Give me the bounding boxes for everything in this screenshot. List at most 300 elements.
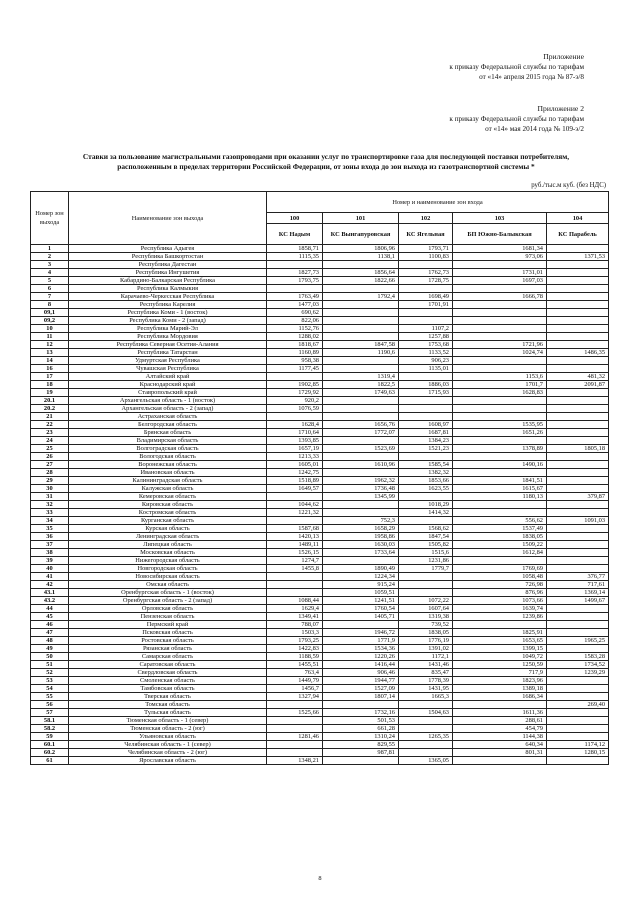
zone-number-cell: 27 (31, 461, 69, 469)
rate-cell: 1610,96 (323, 461, 399, 469)
rate-cell: 1769,69 (453, 565, 547, 573)
rate-cell: 1348,21 (267, 757, 323, 765)
rate-cell (547, 525, 609, 533)
table-row (31, 333, 609, 341)
rate-cell (323, 757, 399, 765)
rate-cell: 1190,6 (323, 349, 399, 357)
rate-cell (323, 557, 399, 565)
zone-name-cell: Республика Северная Осетия-Алания (69, 341, 267, 349)
rate-cell: 1422,83 (267, 645, 323, 653)
table-row (31, 645, 609, 653)
rate-cell (547, 533, 609, 541)
zone-name-cell: Ивановская область (69, 469, 267, 477)
zone-number-cell: 55 (31, 693, 69, 701)
table-row (31, 717, 609, 725)
rate-cell (323, 309, 399, 317)
zone-name-cell: Республика Калмыкия (69, 285, 267, 293)
zone-number-cell: 7 (31, 293, 69, 301)
rate-cell: 1776,19 (399, 637, 453, 645)
rate-cell: 1657,19 (267, 445, 323, 453)
rate-cell: 1073,66 (453, 597, 547, 605)
rate-cell: 726,98 (453, 581, 547, 589)
rate-cell (323, 325, 399, 333)
rate-cell: 1024,74 (453, 349, 547, 357)
zone-name-cell: Ростовская область (69, 637, 267, 645)
table-row (31, 429, 609, 437)
rate-cell (323, 701, 399, 709)
zone-name-cell: Кабардино-Балкарская Республика (69, 277, 267, 285)
rate-cell: 1265,35 (399, 733, 453, 741)
rate-cell: 1962,32 (323, 477, 399, 485)
rate-cell: 1489,11 (267, 541, 323, 549)
rate-cell: 1349,41 (267, 613, 323, 621)
rate-cell: 1818,67 (267, 341, 323, 349)
rate-cell (453, 453, 547, 461)
rate-cell: 1537,49 (453, 525, 547, 533)
rate-cell (453, 261, 547, 269)
rate-cell: 1153,6 (453, 373, 547, 381)
table-row (31, 357, 609, 365)
zone-number-cell: 25 (31, 445, 69, 453)
rate-cell (547, 293, 609, 301)
rate-cell: 788,07 (267, 621, 323, 629)
zone-number-cell: 30 (31, 485, 69, 493)
rate-cell (323, 261, 399, 269)
zone-name-cell: Тульская область (69, 709, 267, 717)
rate-cell: 1946,72 (323, 629, 399, 637)
rate-cell (547, 557, 609, 565)
rate-cell: 1823,96 (453, 677, 547, 685)
rate-cell (547, 461, 609, 469)
rate-cell (547, 357, 609, 365)
zone-number-cell: 48 (31, 637, 69, 645)
rate-cell: 920,2 (267, 397, 323, 405)
rate-cell: 1535,95 (453, 421, 547, 429)
zone-number-cell: 50 (31, 653, 69, 661)
zone-number-cell: 60.2 (31, 749, 69, 757)
rate-cell (323, 437, 399, 445)
rate-cell: 1793,25 (267, 637, 323, 645)
table-row (31, 525, 609, 533)
document-title-line2: расположенным в пределах территории Российской Федерации, от зоны входа до зон выхода из газотранспортной системы * (117, 162, 535, 171)
rate-cell: 1076,59 (267, 405, 323, 413)
zone-number-cell: 45 (31, 613, 69, 621)
zone-number-cell: 36 (31, 533, 69, 541)
entry-code: 103 (453, 213, 547, 224)
table-row (31, 397, 609, 405)
zone-name-cell: Челябинская область - 2 (юг) (69, 749, 267, 757)
rate-cell: 1100,83 (399, 253, 453, 261)
rate-cell: 1762,73 (399, 269, 453, 277)
rate-cell: 1825,91 (453, 629, 547, 637)
rate-cell (547, 621, 609, 629)
entry-code: 104 (547, 213, 609, 224)
rate-cell (267, 581, 323, 589)
rate-cell (453, 413, 547, 421)
rate-cell: 1280,15 (547, 749, 609, 757)
zone-name-cell: Оренбургская область - 2 (запад) (69, 597, 267, 605)
table-row (31, 621, 609, 629)
rate-cell: 1319,38 (399, 613, 453, 621)
table-row (31, 557, 609, 565)
rate-cell: 1697,03 (453, 277, 547, 285)
table-row (31, 757, 609, 765)
rate-cell: 1449,79 (267, 677, 323, 685)
rate-cell: 1180,13 (453, 493, 547, 501)
entry-name: БП Южно-Балыкская (453, 224, 547, 245)
entry-name: КС Ягельная (399, 224, 453, 245)
appendix-2-line2: от «14» мая 2014 года № 109-э/2 (485, 125, 584, 133)
zone-name-cell: Архангельская область - 2 (запад) (69, 405, 267, 413)
rate-cell (547, 365, 609, 373)
rate-cell: 1710,64 (267, 429, 323, 437)
zone-number-cell: 34 (31, 517, 69, 525)
rate-cell: 1847,58 (323, 341, 399, 349)
rate-cell: 481,32 (547, 373, 609, 381)
rate-cell (399, 373, 453, 381)
rate-cell (399, 405, 453, 413)
table-row (31, 461, 609, 469)
table-row (31, 549, 609, 557)
rate-cell (453, 357, 547, 365)
table-row (31, 709, 609, 717)
table-row (31, 453, 609, 461)
rate-cell (323, 317, 399, 325)
rate-cell: 1389,18 (453, 685, 547, 693)
zone-name-cell: Вологодская область (69, 453, 267, 461)
zone-name-cell: Курганская область (69, 517, 267, 525)
col-header-number: Номер зон выхода (31, 192, 69, 245)
rate-cell: 717,61 (547, 581, 609, 589)
rate-cell (267, 373, 323, 381)
zone-number-cell: 8 (31, 301, 69, 309)
rate-cell (399, 717, 453, 725)
rate-cell: 1534,36 (323, 645, 399, 653)
rate-cell (453, 469, 547, 477)
rate-cell: 1525,66 (267, 709, 323, 717)
zone-number-cell: 59 (31, 733, 69, 741)
zone-number-cell: 26 (31, 453, 69, 461)
rate-cell: 915,24 (323, 581, 399, 589)
rate-cell: 1853,66 (399, 477, 453, 485)
rate-cell: 906,23 (399, 357, 453, 365)
table-row (31, 701, 609, 709)
zone-number-cell: 41 (31, 573, 69, 581)
zone-name-cell: Самарская область (69, 653, 267, 661)
zone-number-cell: 43.1 (31, 589, 69, 597)
zone-number-cell: 21 (31, 413, 69, 421)
rate-cell: 801,31 (453, 749, 547, 757)
zone-name-cell: Тюменская область - 1 (север) (69, 717, 267, 725)
zone-number-cell: 58.2 (31, 725, 69, 733)
table-body (31, 245, 609, 765)
zone-name-cell: Псковская область (69, 629, 267, 637)
rate-cell (267, 261, 323, 269)
zone-number-cell: 49 (31, 645, 69, 653)
table-row (31, 725, 609, 733)
appendix-2-block (449, 104, 584, 134)
rate-cell (399, 453, 453, 461)
rate-cell: 1527,09 (323, 685, 399, 693)
entry-name: КС Надым (267, 224, 323, 245)
rate-cell: 1455,51 (267, 661, 323, 669)
table-row (31, 341, 609, 349)
rate-cell (547, 717, 609, 725)
zone-number-cell: 44 (31, 605, 69, 613)
table-row (31, 389, 609, 397)
zone-number-cell: 37 (31, 541, 69, 549)
table-row (31, 261, 609, 269)
rate-cell: 1729,92 (267, 389, 323, 397)
rate-cell (547, 405, 609, 413)
rate-cell: 1231,86 (399, 557, 453, 565)
rate-cell (453, 365, 547, 373)
zone-number-cell: 52 (31, 669, 69, 677)
rate-cell: 1503,3 (267, 629, 323, 637)
rate-cell: 1734,52 (547, 661, 609, 669)
rate-cell: 1224,34 (323, 573, 399, 581)
rate-cell (453, 757, 547, 765)
table-row (31, 741, 609, 749)
rate-cell: 454,79 (453, 725, 547, 733)
rate-cell (267, 701, 323, 709)
rate-cell (547, 413, 609, 421)
rate-cell: 269,40 (547, 701, 609, 709)
rate-cell: 1651,26 (453, 429, 547, 437)
zone-number-cell: 2 (31, 253, 69, 261)
zone-number-cell: 38 (31, 549, 69, 557)
rate-cell (399, 581, 453, 589)
rate-cell: 1615,67 (453, 485, 547, 493)
units-label: руб./тыс.м куб. (без НДС) (531, 182, 606, 189)
rate-cell: 1384,23 (399, 437, 453, 445)
rate-cell: 1174,12 (547, 741, 609, 749)
rate-cell: 1213,33 (267, 453, 323, 461)
rate-cell (399, 317, 453, 325)
entry-name: КС Вынгапуровская (323, 224, 399, 245)
rate-cell (453, 325, 547, 333)
zone-number-cell: 61 (31, 757, 69, 765)
table-row (31, 373, 609, 381)
zone-name-cell: Республика Марий-Эл (69, 325, 267, 333)
rate-cell (453, 621, 547, 629)
rate-cell: 1639,74 (453, 605, 547, 613)
rate-cell: 1523,69 (323, 445, 399, 453)
rate-cell (547, 285, 609, 293)
rate-cell: 2091,87 (547, 381, 609, 389)
rate-cell: 1431,95 (399, 685, 453, 693)
rate-cell: 1611,36 (453, 709, 547, 717)
rate-cell: 1778,39 (399, 677, 453, 685)
entry-code: 101 (323, 213, 399, 224)
rate-cell: 763,4 (267, 669, 323, 677)
zone-name-cell: Республика Адыгея (69, 245, 267, 253)
rate-cell (453, 309, 547, 317)
rate-cell: 1242,75 (267, 469, 323, 477)
zone-name-cell: Ульяновская область (69, 733, 267, 741)
zone-name-cell: Смоленская область (69, 677, 267, 685)
rate-cell: 1687,81 (399, 429, 453, 437)
table-row (31, 317, 609, 325)
table-row (31, 293, 609, 301)
rate-cell: 661,28 (323, 725, 399, 733)
rate-cell: 1886,03 (399, 381, 453, 389)
rate-cell (453, 437, 547, 445)
rate-cell (547, 261, 609, 269)
zone-name-cell: Пензенская область (69, 613, 267, 621)
zone-number-cell: 12 (31, 341, 69, 349)
rate-cell: 1391,02 (399, 645, 453, 653)
rate-cell: 556,62 (453, 517, 547, 525)
table-row (31, 605, 609, 613)
rate-cell (453, 397, 547, 405)
table-row (31, 325, 609, 333)
rate-cell (267, 725, 323, 733)
rate-cell: 1805,18 (547, 445, 609, 453)
rate-cell (323, 469, 399, 477)
zone-number-cell: 28 (31, 469, 69, 477)
rate-cell: 1239,29 (547, 669, 609, 677)
rate-cell (547, 501, 609, 509)
tariff-table (30, 191, 609, 765)
zone-name-cell: Рязанская область (69, 645, 267, 653)
document-title-line1: Ставки за пользование магистральными газопроводами при оказании услуг по транспортировке газа для последующей поставки потребителям, (82, 152, 570, 161)
zone-name-cell: Тюменская область - 2 (юг) (69, 725, 267, 733)
zone-name-cell: Ярославская область (69, 757, 267, 765)
appendix-1-line1: к приказу Федеральной службы по тарифам (449, 63, 584, 71)
rate-cell: 1072,22 (399, 597, 453, 605)
rate-cell: 1666,78 (453, 293, 547, 301)
zone-number-cell: 58.1 (31, 717, 69, 725)
rate-cell: 1807,14 (323, 693, 399, 701)
page-number: 8 (318, 875, 322, 882)
rate-cell: 1378,89 (453, 445, 547, 453)
rate-cell: 1733,64 (323, 549, 399, 557)
rate-cell (547, 341, 609, 349)
zone-name-cell: Костромская область (69, 509, 267, 517)
rate-cell (547, 325, 609, 333)
rate-cell: 1239,86 (453, 613, 547, 621)
rate-cell (399, 725, 453, 733)
rate-cell: 1177,45 (267, 365, 323, 373)
rate-cell: 1698,49 (399, 293, 453, 301)
rate-cell: 1605,01 (267, 461, 323, 469)
rate-cell: 1160,89 (267, 349, 323, 357)
rate-cell: 1568,62 (399, 525, 453, 533)
rate-cell: 1365,05 (399, 757, 453, 765)
rate-cell: 1827,73 (267, 269, 323, 277)
zone-name-cell: Омская область (69, 581, 267, 589)
rate-cell: 1838,05 (399, 629, 453, 637)
rate-cell: 1902,85 (267, 381, 323, 389)
rate-cell: 1838,05 (453, 533, 547, 541)
zone-name-cell: Челябинская область - 1 (север) (69, 741, 267, 749)
zone-name-cell: Алтайский край (69, 373, 267, 381)
zone-name-cell: Архангельская область - 1 (восток) (69, 397, 267, 405)
rate-cell: 1736,48 (323, 485, 399, 493)
rate-cell: 1526,15 (267, 549, 323, 557)
zone-number-cell: 57 (31, 709, 69, 717)
rate-cell: 1608,97 (399, 421, 453, 429)
rate-cell (547, 397, 609, 405)
rate-cell: 1721,96 (453, 341, 547, 349)
table-row (31, 509, 609, 517)
table-row (31, 245, 609, 253)
zone-name-cell: Тамбовская область (69, 685, 267, 693)
rate-cell: 1345,99 (323, 493, 399, 501)
rate-cell (453, 557, 547, 565)
rate-cell (547, 453, 609, 461)
rate-cell: 1477,03 (267, 301, 323, 309)
rate-cell: 1658,29 (323, 525, 399, 533)
rate-cell (323, 405, 399, 413)
rate-cell: 1763,49 (267, 293, 323, 301)
rate-cell (399, 261, 453, 269)
zone-name-cell: Саратовская область (69, 661, 267, 669)
zone-number-cell: 53 (31, 677, 69, 685)
rate-cell: 1018,29 (399, 501, 453, 509)
rate-cell: 1382,32 (399, 469, 453, 477)
rate-cell: 1623,55 (399, 485, 453, 493)
rate-cell: 1701,91 (399, 301, 453, 309)
rate-cell: 1806,96 (323, 245, 399, 253)
zone-name-cell: Новосибирская область (69, 573, 267, 581)
rate-cell (547, 629, 609, 637)
zone-number-cell: 16 (31, 365, 69, 373)
table-row (31, 669, 609, 677)
table-row (31, 269, 609, 277)
document-title (48, 152, 604, 172)
rate-cell: 1858,71 (267, 245, 323, 253)
rate-cell (453, 301, 547, 309)
rate-cell (547, 693, 609, 701)
zone-number-cell: 14 (31, 357, 69, 365)
rate-cell: 1107,2 (399, 325, 453, 333)
rate-cell: 1241,51 (323, 597, 399, 605)
rate-cell (399, 517, 453, 525)
table-row (31, 445, 609, 453)
rate-cell: 1649,57 (267, 485, 323, 493)
rate-cell (399, 413, 453, 421)
table-row (31, 405, 609, 413)
table-row (31, 501, 609, 509)
table-row (31, 653, 609, 661)
rate-cell: 958,38 (267, 357, 323, 365)
rate-cell (267, 413, 323, 421)
rate-cell (453, 701, 547, 709)
rate-cell (547, 677, 609, 685)
zone-name-cell: Удмуртская Республика (69, 357, 267, 365)
zone-number-cell: 29 (31, 477, 69, 485)
col-header-name: Наименование зон выхода (69, 192, 267, 245)
zone-number-cell: 4 (31, 269, 69, 277)
rate-cell (267, 573, 323, 581)
rate-cell: 1138,1 (323, 253, 399, 261)
rate-cell (547, 333, 609, 341)
rate-cell: 1405,71 (323, 613, 399, 621)
zone-number-cell: 6 (31, 285, 69, 293)
rate-cell (399, 309, 453, 317)
rate-cell: 1793,71 (399, 245, 453, 253)
rate-cell: 690,62 (267, 309, 323, 317)
zone-number-cell: 22 (31, 421, 69, 429)
zone-name-cell: Республика Ингушетия (69, 269, 267, 277)
rate-cell: 1059,51 (323, 589, 399, 597)
rate-cell (399, 741, 453, 749)
zone-number-cell: 24 (31, 437, 69, 445)
table-row (31, 469, 609, 477)
rate-cell (547, 565, 609, 573)
